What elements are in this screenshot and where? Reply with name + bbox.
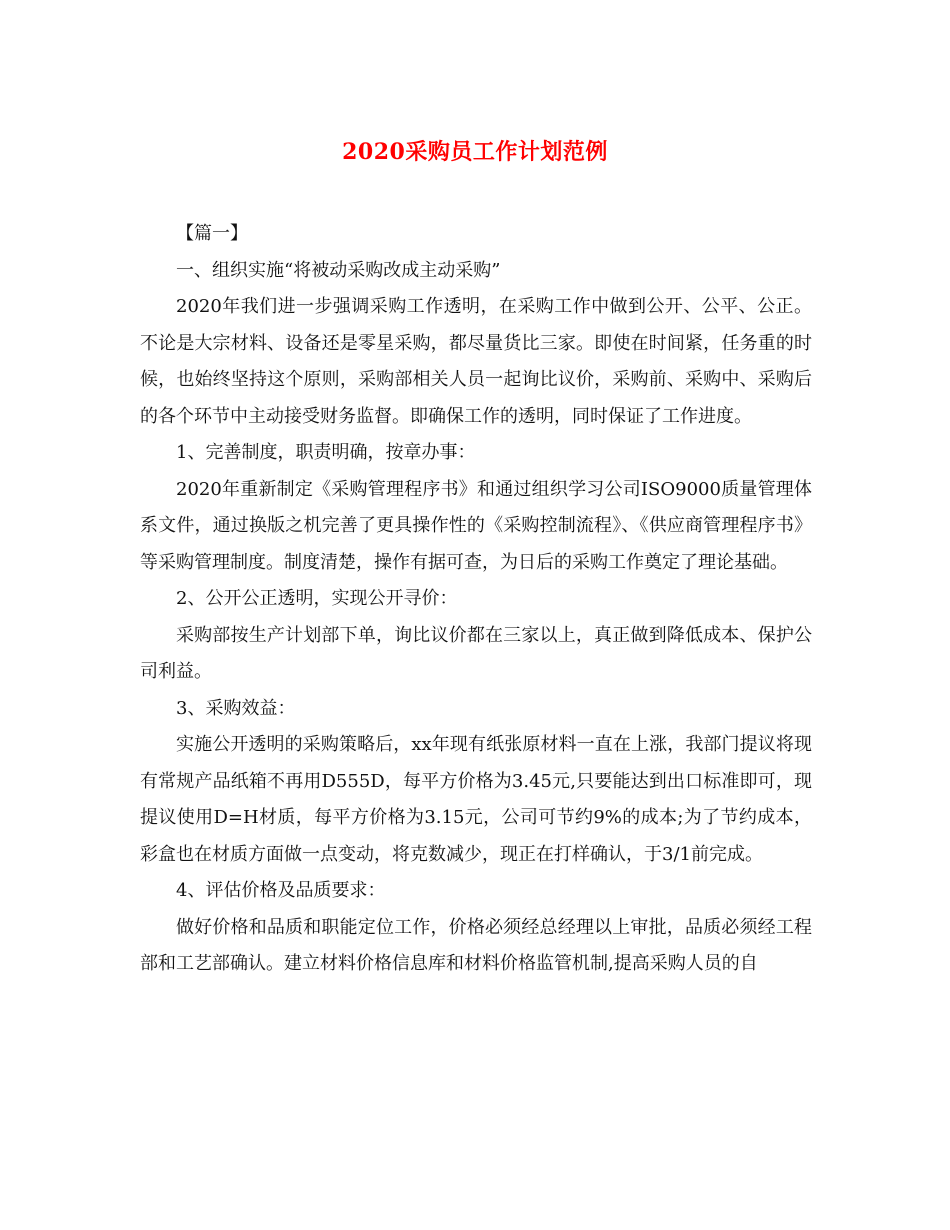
paragraph-price-quality: 做好价格和品质和职能定位工作，价格必须经总经理以上审批，品质必须经工程部和工艺部确认。建立材料价格信息库和材料价格监管机制,提高采购人员的自: [140, 916, 812, 974]
item-heading-1: 1、完善制度，职责明确，按章办事：: [176, 442, 476, 463]
paragraph-benefits: 实施公开透明的采购策略后，xx年现有纸张原材料一直在上涨，我部门提议将现有常规产品纸箱不再用D555D，每平方价格为3.45元,只要能达到出口标准即可，现提议使用D=H材质，每平方价格为3.15元，公司可节约9%的成本;为了节约成本，彩盒也在材质方面做一点变动，将克数减少，现正在打样确认，于3/1前完成。: [140, 734, 812, 865]
item-heading-3: 3、采购效益：: [176, 697, 296, 719]
item-heading-4: 4、评估价格及品质要求：: [176, 880, 386, 901]
document-title: 2020采购员工作计划范例: [342, 139, 608, 165]
document-body: [140, 216, 812, 983]
paragraph-open-pricing: 采购部按生产计划部下单，询比议价都在三家以上，真正做到降低成本、保护公司利益。: [140, 624, 812, 682]
paragraph-transparency: 2020年我们进一步强调采购工作透明，在采购工作中做到公开、公平、公正。不论是大宗材料、设备还是零星采购，都尽量货比三家。即使在时间紧，任务重的时候，也始终坚持这个原则，采购部相关人员一起询比议价，采购前、采购中、采购后的各个环节中主动接受财务监督。即确保工作的透明，同时保证了工作进度。: [140, 296, 812, 427]
paragraph-regulations: 2020年重新制定《采购管理程序书》和通过组织学习公司ISO9000质量管理体系文件，通过换版之机完善了更具操作性的《采购控制流程》、《供应商管理程序书》等采购管理制度。制度清楚，操作有据可查，为日后的采购工作奠定了理论基础。: [140, 478, 812, 573]
section-heading-part-one: 【篇一】: [176, 223, 248, 244]
section-heading-organize: 一、组织实施“将被动采购改成主动采购”: [176, 259, 501, 281]
item-heading-2: 2、公开公正透明，实现公开寻价：: [176, 588, 458, 609]
